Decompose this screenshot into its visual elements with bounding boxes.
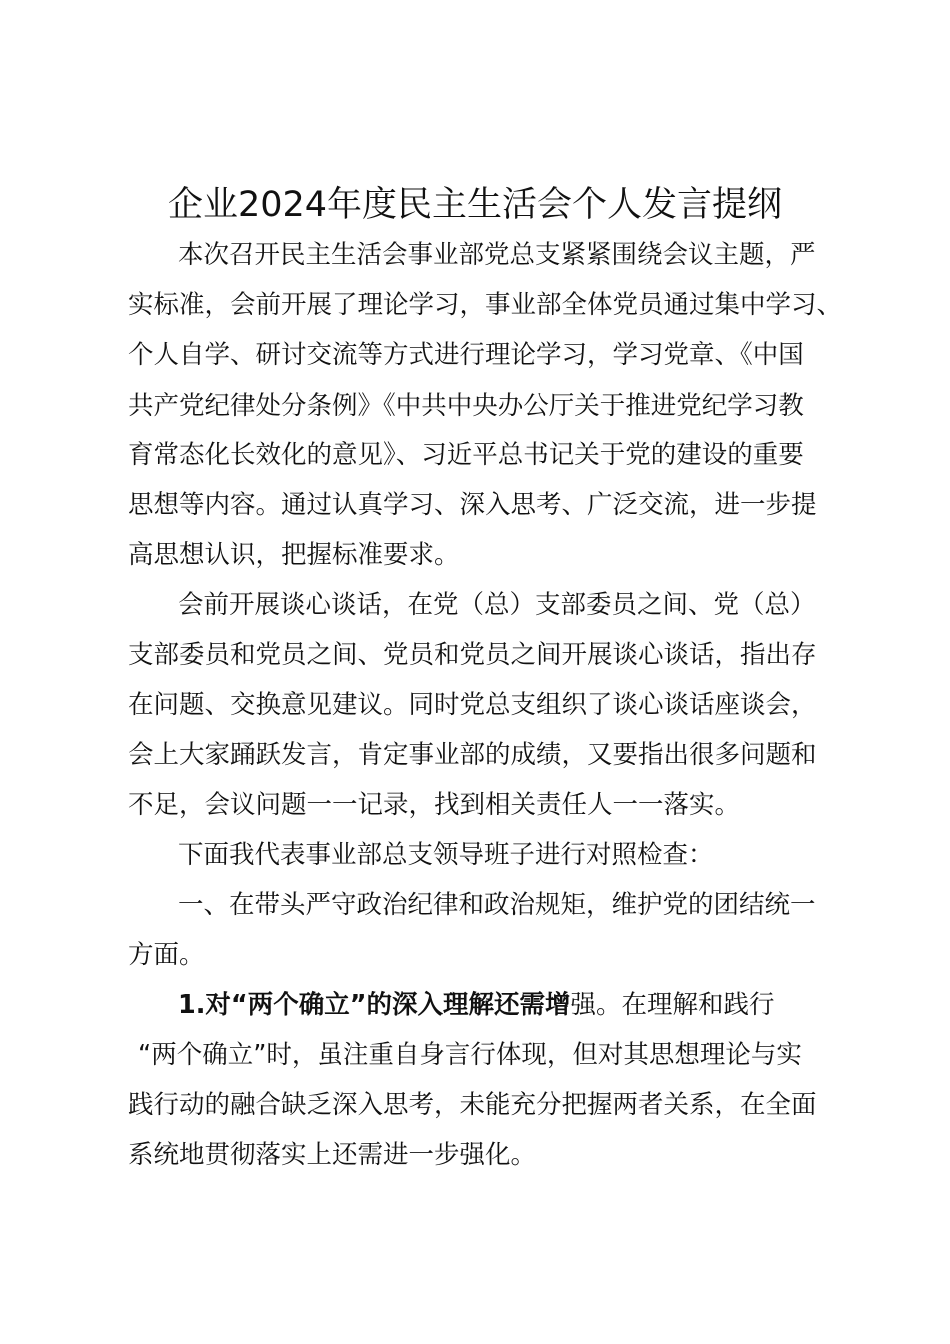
paragraph-2-line-3: 在问题、交换意见建议。同时党总支组织了谈心谈话座谈会， — [128, 690, 817, 720]
section-1-heading-line-2: 方面。 — [128, 940, 205, 970]
document-title: 企业2024年度民主生活会个人发言提纲 — [167, 185, 783, 225]
paragraph-2-line-5: 不足，会议问题一一记录，找到相关责任人一一落实。 — [128, 790, 741, 820]
item-1-line-1 — [178, 988, 774, 1022]
paragraph-1-line-4: 共产党纪律处分条例》《中共中央办公厅关于推进党纪学习教 — [128, 391, 804, 421]
item-1-line-2: “两个确立”时，虽注重自身言行体现，但对其思想理论与实 — [138, 1040, 802, 1070]
paragraph-1-line-2: 实标准，会前开展了理论学习，事业部全体党员通过集中学习、 — [128, 290, 843, 320]
section-1-heading-line-1: 一、在带头严守政治纪律和政治规矩，维护党的团结统一 — [178, 890, 816, 920]
item-1-line-3: 践行动的融合缺乏深入思考，未能充分把握两者关系，在全面 — [128, 1090, 817, 1120]
paragraph-1-line-1: 本次召开民主生活会事业部党总支紧紧围绕会议主题，严 — [178, 240, 816, 270]
item-1-line-4: 系统地贯彻落实上还需进一步强化。 — [128, 1140, 537, 1170]
paragraph-2-line-2: 支部委员和党员之间、党员和党员之间开展谈心谈话，指出存 — [128, 640, 817, 670]
paragraph-1-line-6: 思想等内容。通过认真学习、深入思考、广泛交流，进一步提 — [128, 490, 817, 520]
paragraph-2-line-1: 会前开展谈心谈话，在党（总）支部委员之间、党（总） — [178, 590, 816, 620]
item-1-heading-tail: 强。在理解和践行 — [570, 990, 775, 1020]
paragraph-1-line-7: 高思想认识，把握标准要求。 — [128, 540, 460, 570]
paragraph-3-line-1: 下面我代表事业部总支领导班子进行对照检查： — [178, 840, 714, 870]
paragraph-2-line-4: 会上大家踊跃发言，肯定事业部的成绩，又要指出很多问题和 — [128, 740, 817, 770]
paragraph-1-line-3: 个人自学、研讨交流等方式进行理论学习，学习党章、《中国 — [128, 340, 804, 370]
item-1-heading: 1.对“两个确立”的深入理解还需增 — [178, 990, 571, 1020]
paragraph-1-line-5: 育常态化长效化的意见》、习近平总书记关于党的建设的重要 — [128, 440, 804, 470]
